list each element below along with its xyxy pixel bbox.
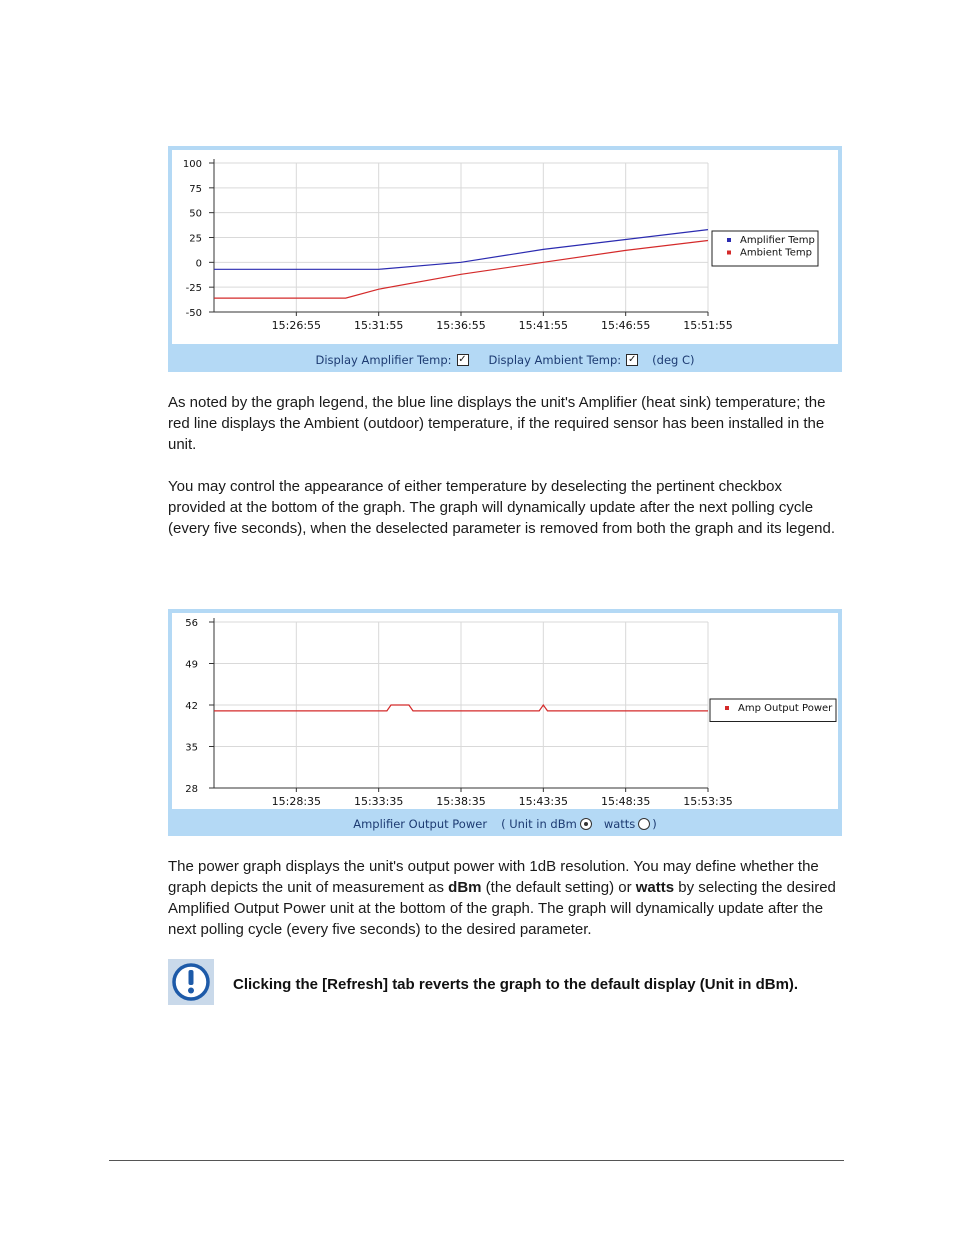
temp_graph-legend-label: Ambient Temp (740, 247, 812, 259)
paragraph-power-graph (168, 856, 842, 940)
power_graph-x-tick-label: 15:33:35 (353, 795, 404, 808)
temp_graph-x-tick-label: 15:36:55 (436, 319, 486, 332)
unit-close-paren: ) (652, 817, 657, 831)
note-exclamation-icon (168, 959, 214, 1005)
power_graph-y-tick-label: 56 (185, 618, 198, 629)
power_graph-x-tick-label: 15:38:35 (436, 795, 486, 808)
paragraph-temperature-legend: As noted by the graph legend, the blue line displays the unit's Amplifier (heat sink) temperature; the red line displays the Ambient (outdoor) temperature, if the required sensor has been installed in the unit. (168, 394, 826, 453)
unit-watts-label: watts (603, 817, 636, 831)
temp_graph-x-tick-label: 15:51:55 (683, 319, 733, 332)
temp_graph-y-tick-label: 50 (189, 208, 202, 220)
temp_graph-y-tick-label: -25 (185, 283, 202, 295)
temperature-graph-area (172, 150, 838, 344)
temp_graph-y-tick-label: 0 (195, 258, 202, 270)
temp_graph-x-tick-label: 15:26:55 (271, 319, 322, 332)
power_graph-y-tick-label: 49 (185, 659, 198, 671)
power_graph-y-tick-label: 42 (185, 701, 198, 712)
power_graph-x-tick-label: 15:48:35 (600, 795, 651, 808)
temp_graph-y-tick-label: 75 (189, 183, 202, 195)
temperature-graph-controls (168, 348, 842, 372)
unit-in-dbm-label: ( Unit in dBm (501, 817, 577, 831)
temperature-chart (172, 150, 838, 344)
power-text-dbm: dBm (448, 879, 482, 896)
temp_graph-legend-swatch (727, 251, 731, 255)
display-amplifier-temp-checkbox[interactable]: ✓ (458, 354, 467, 365)
paragraph-checkbox-control: You may control the appearance of either temperature by deselecting the pertinent checkbox provided at the bottom of the graph. The graph will dynamically update after the next polling cycle (every five seconds), when the deselected parameter is removed from both the graph and its legend. (168, 478, 836, 537)
power-chart (172, 613, 838, 809)
power_graph-legend-label: Amp Output Power (738, 703, 833, 714)
temp_graph-legend-swatch (727, 238, 731, 242)
amplifier-output-power-label: Amplifier Output Power (353, 817, 488, 831)
temp_graph-x-tick-label: 15:46:55 (600, 319, 651, 332)
display-ambient-temp-checkbox[interactable]: ✓ (627, 354, 637, 365)
temp_graph-legend-label: Amplifier Temp (740, 235, 815, 246)
display-ambient-temp-label: Display Ambient Temp: (488, 353, 622, 367)
power-graph-controls (168, 812, 842, 836)
power-text-a: The power graph displays the unit's output power with 1dB resolution. You may define whether the graph depicts the unit of measurement as (168, 858, 819, 896)
temperature-graph-panel (168, 146, 842, 372)
power_graph-y-tick-label: 28 (185, 784, 198, 795)
temp_graph-x-tick-label: 15:41:55 (518, 319, 569, 332)
temp_graph-y-tick-label: 25 (189, 233, 202, 245)
unit-watts-radio[interactable] (638, 818, 650, 830)
power-text-c: (the default setting) or (481, 879, 636, 896)
power_graph-x-tick-label: 15:43:35 (518, 795, 569, 808)
power-text-e: by selecting the desired Amplified Output Power unit at the bottom of the graph. The graph will dynamically update after the next polling cycle (every five seconds) to the desired parameter. (168, 879, 836, 938)
temp_graph-y-tick-label: 100 (182, 159, 202, 170)
temperature-unit-label: (deg C) (652, 353, 695, 367)
power_graph-legend-swatch (725, 706, 729, 710)
display-amplifier-temp-label: Display Amplifier Temp: (315, 353, 452, 367)
temp_graph-y-tick-label: -50 (185, 308, 202, 319)
power_graph-y-tick-label: 35 (185, 742, 198, 754)
note-text: Clicking the [Refresh] tab reverts the graph to the default display (Unit in dBm). (233, 976, 799, 993)
temp_graph-x-tick-label: 15:31:55 (353, 319, 404, 332)
unit-dbm-radio[interactable] (580, 818, 592, 830)
power_graph-x-tick-label: 15:53:35 (683, 795, 733, 808)
footer-rule (109, 1160, 844, 1161)
power_graph-x-tick-label: 15:28:35 (271, 795, 322, 808)
power-text-watts: watts (635, 879, 675, 896)
power-graph-area (172, 613, 838, 809)
power-graph-panel (168, 609, 842, 836)
